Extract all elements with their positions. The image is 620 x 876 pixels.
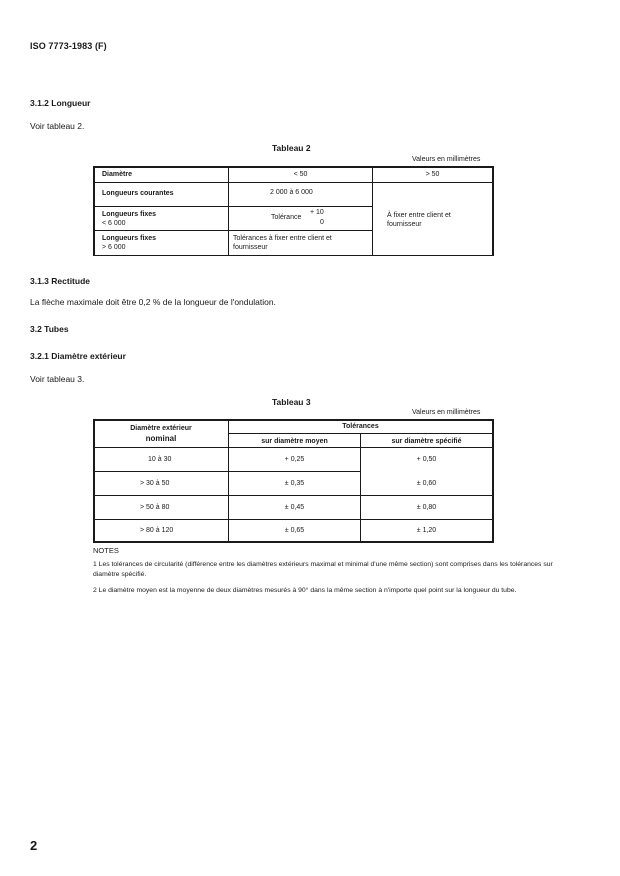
table2-merged-line2: fournisseur bbox=[387, 221, 422, 228]
table3-row2-specifie: ± 0,60 bbox=[416, 480, 437, 487]
table2-row2-label-line1: Longueurs fixes bbox=[102, 211, 157, 218]
table3-row3-moyen: ± 0,45 bbox=[284, 504, 305, 511]
table3-row3-diameter: > 50 à 80 bbox=[140, 504, 170, 511]
document-header: ISO 7773-1983 (F) bbox=[30, 41, 107, 51]
table2-row3-label-line1: Longueurs fixes bbox=[102, 235, 157, 242]
note-1: 1 Les tolérances de circularité (différence entre les diamètres extérieurs maximal et minimal d'une même section) sont comprises dans les tolérances sur diamètre spécifié. bbox=[93, 561, 553, 578]
table2-row1-label: Longueurs courantes bbox=[102, 190, 174, 197]
section-heading-diametre-exterieur: 3.2.1 Diamètre extérieur bbox=[30, 351, 126, 361]
table3-row2-moyen: ± 0,35 bbox=[284, 480, 305, 487]
table3-row4-diameter: > 80 à 120 bbox=[140, 527, 174, 534]
table2-unit: Valeurs en millimètres bbox=[412, 156, 481, 163]
table3-head-moyen: sur diamètre moyen bbox=[261, 438, 328, 445]
table3-head-specifie: sur diamètre spécifié bbox=[391, 438, 462, 445]
notes-title: NOTES bbox=[93, 546, 119, 555]
section-text-diametre-exterieur: Voir tableau 3. bbox=[30, 374, 85, 384]
table2-head-gt50: > 50 bbox=[425, 171, 440, 178]
table3-head-diametre-line1: Diamètre extérieur bbox=[130, 425, 192, 432]
section-heading-longueur: 3.1.2 Longueur bbox=[30, 98, 91, 108]
table3-row3-specifie: ± 0,80 bbox=[416, 504, 437, 511]
table2-row3-value-line2: fournisseur bbox=[233, 244, 268, 251]
table2-row2-label-line2: < 6 000 bbox=[102, 220, 126, 227]
table3-row1-diameter: 10 à 30 bbox=[148, 456, 172, 463]
table3-caption: Tableau 3 bbox=[272, 397, 311, 407]
table3-row1-moyen: + 0,25 bbox=[284, 456, 305, 463]
table3-unit: Valeurs en millimètres bbox=[412, 409, 481, 416]
table3-head-tolerances: Tolérances bbox=[342, 423, 379, 430]
section-heading-rectitude: 3.1.3 Rectitude bbox=[30, 276, 90, 286]
table3-row4-moyen: ± 0,65 bbox=[284, 527, 305, 534]
section-text-rectitude: La flèche maximale doit être 0,2 % de la longueur de l'ondulation. bbox=[30, 297, 276, 307]
table2-row2-tol-upper: + 10 bbox=[310, 209, 324, 216]
table2-row2-tolerance: Tolérance bbox=[271, 214, 302, 221]
table3-row2-diameter: > 30 à 50 bbox=[140, 480, 170, 487]
table2-caption: Tableau 2 bbox=[272, 143, 311, 153]
table2-row2-tol-lower: 0 bbox=[320, 219, 324, 226]
table2-head-lt50: < 50 bbox=[293, 171, 308, 178]
table2-row3-label-line2: > 6 000 bbox=[102, 244, 126, 251]
table2-row3-value-line1: Tolérances à fixer entre client et bbox=[233, 235, 332, 242]
table3-row1-specifie: + 0,50 bbox=[416, 456, 437, 463]
note-2: 2 Le diamètre moyen est la moyenne de deux diamètres mesurés à 90° dans la même section à n'importe quel point sur la longueur du tube. bbox=[93, 587, 517, 594]
table3-row4-specifie: ± 1,20 bbox=[416, 527, 437, 534]
section-heading-tubes: 3.2 Tubes bbox=[30, 324, 69, 334]
section-text-longueur: Voir tableau 2. bbox=[30, 121, 85, 131]
page-number: 2 bbox=[30, 838, 38, 853]
table2-row1-value: 2 000 à 6 000 bbox=[270, 189, 313, 196]
table3-head-diametre-line2: nominal bbox=[145, 434, 177, 443]
table2-merged-line1: À fixer entre client et bbox=[387, 212, 451, 219]
table2-head-diametre: Diamètre bbox=[102, 171, 132, 178]
